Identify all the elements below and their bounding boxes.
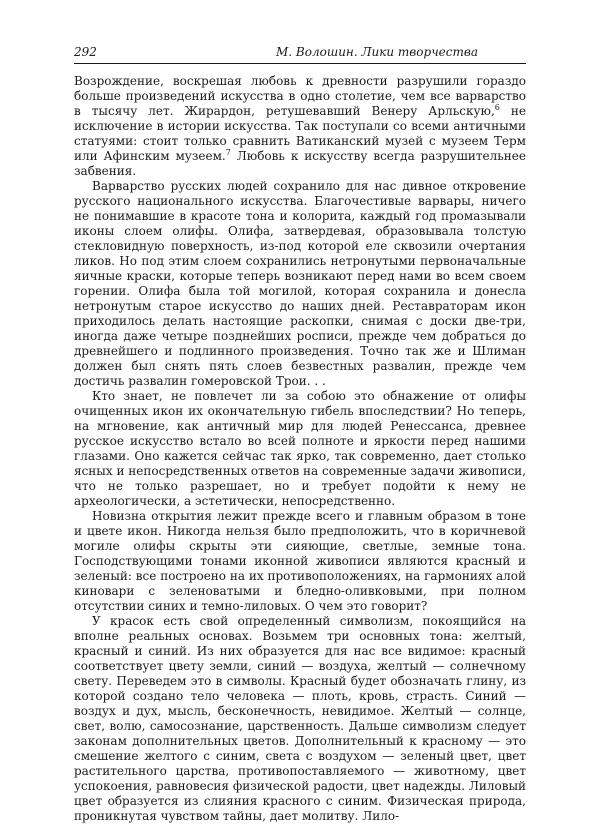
paragraph-text: Варварство русских людей сохранило для нас дивное откровение русского национального искусства. Благочестивые варвары, ничего не понимавшие в красоте тона и колорита, каждый год промазывали иконы слоем олифы. Олифа, затвердевая, образовывала толстую стекловидную поверхность, из-под которой еле сквозили очертания ликов. Но под этим слоем сохранились нетронутыми первоначальные яичные краски, которые теперь возникают перед нами во всем своем горении. Олифа была той могилой, которая сохранила и донесла нетронутым старое искусство до наших дней. Реставраторам икон приходилось делать настоящие раскопки, снимая с доски две-три, иногда даже четыре позднейших росписи, прежде чем добраться до древнейшего и подлинного произведения. Точно так же и Шлиман должен был снять пять слоев безвестных развалин, прежде чем достичь развалин гомеровской Трои. . . xyxy=(74,179,526,388)
paragraph-text: Новизна открытия лежит прежде всего и главным образом в тоне и цвете икон. Никогда нельзя было предположить, что в коричневой могиле олифы скрыты эти сияющие, светлые, земные тона. Господствующими тонами иконной живописи являются красный и зеленый: все построено на их противоположениях, на гармониях алой киновари с зеленоватыми и бледно-оливковыми, при полном отсутствии синих и темно-лиловых. О чем это говорит? xyxy=(74,509,526,613)
book-page xyxy=(74,44,526,824)
page-number: 292 xyxy=(74,45,97,59)
footnote-marker: 6 xyxy=(494,103,500,112)
paragraph xyxy=(74,179,526,389)
paragraph-text: Любовь к искусству всегда разрушительнее забвения. xyxy=(74,149,526,178)
paragraph-text: Кто знает, не повлечет ли за собою это обнажение от олифы очищенных икон их окончательную гибель впоследствии? Но теперь, на мгновение, как античный мир для людей Ренессанса, древнее русское искусство встало во всей полноте и яркости перед нашими глазами. Оно кажется сейчас так ярко, так современно, дает столько ясных и непосредственных ответов на современные задачи живописи, что не только разрешает, но и требует подойти к нему не археологически, а эстетически, непосредственно. xyxy=(74,389,526,508)
footnote-marker: 7 xyxy=(225,148,231,157)
paragraph-text: Возрождение, воскрешая любовь к древности разрушили гораздо больше произведений искусства в одно столетие, чем все варварство в тысячу лет. Жирардон, ретушевавший Венеру Арльскую, xyxy=(74,74,526,118)
paragraph xyxy=(74,614,526,824)
running-title: М. Волошин. Лики творчества xyxy=(276,45,478,59)
paragraph-text: У красок есть свой определенный символизм, покоящийся на вполне реальных основах. Возьмем три основных тона: желтый, красный и синий. Из них образуется для нас все видимое: красный соответствует цвету земли, синий — воздуха, желтый — солнечному свету. Переведем это в символы. Красный будет обозначать глину, из которой создано тело человека — плоть, кровь, страсть. Синий — воздух и дух, мысль, бесконечность, невидимое. Желтый — солнце, свет, волю, самосознание, царственность. Дальше символизм следует законам дополнительных цветов. Дополнительный к красному — это смешение желтого с синим, света с воздухом — зеленый цвет, цвет растительного царства, противопоставляемого — животному, цвет успокоения, равновесия физической радости, цвет надежды. Лиловый цвет образуется из слияния красного с синим. Физическая природа, проникнутая чувством тайны, дает молитву. Лило- xyxy=(74,614,526,823)
paragraph xyxy=(74,389,526,509)
paragraph-text: не исключение в истории искусства. Так поступали со всеми античными статуями: стоит только сравнить Ватиканский музей с музеем Терм или Афинским музеем. xyxy=(74,104,526,163)
paragraph xyxy=(74,74,526,179)
body-text xyxy=(74,74,526,824)
paragraph xyxy=(74,509,526,614)
running-header xyxy=(74,44,526,64)
